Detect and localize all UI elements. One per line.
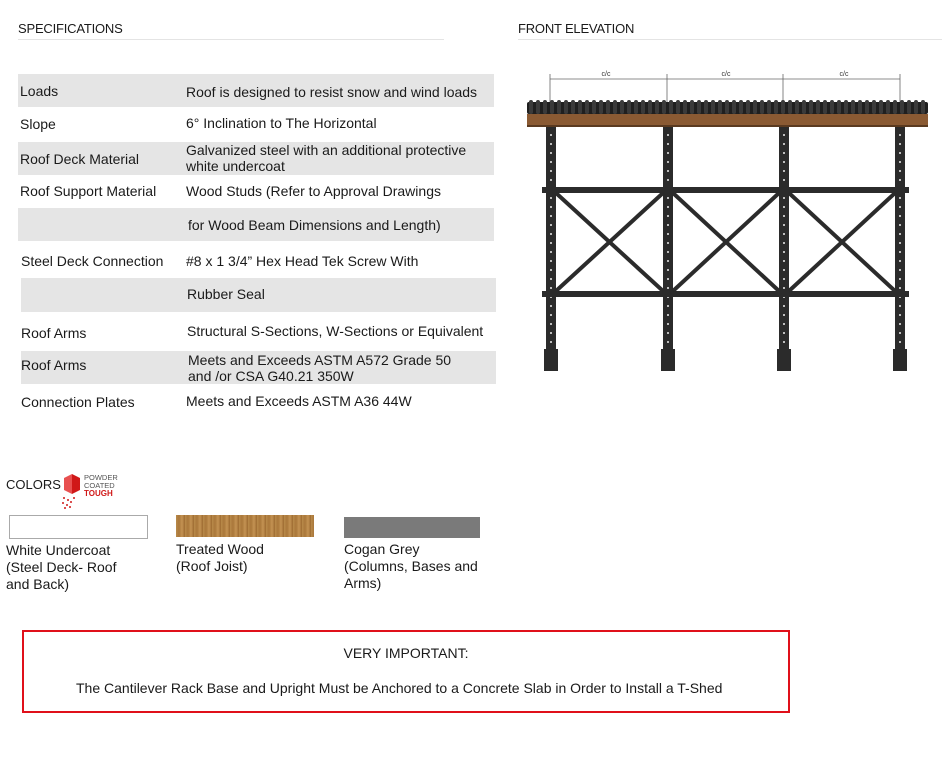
spec-row-steel-deck-connection [18,241,494,278]
deck-rib [550,100,554,114]
deck-rib [641,100,645,114]
column-hole [550,323,552,325]
deck-rib [823,100,827,114]
deck-rib [620,100,624,114]
spec-value: Galvanized steel with an additional protective white undercoat [186,142,467,174]
roof-corrugations [529,100,925,114]
swatch-white-undercoat [9,515,148,539]
deck-rib [613,100,617,114]
deck-rib [767,100,771,114]
deck-rib [529,100,533,114]
deck-rib [774,100,778,114]
column-hole [783,251,785,253]
column-hole [667,242,669,244]
columns [546,127,905,349]
deck-rib [739,100,743,114]
specifications-heading: SPECIFICATIONS [18,21,123,36]
spec-row-roof-support-material [18,175,494,208]
dimension-label: c/c [721,71,731,78]
notice-message: The Cantilever Rack Base and Upright Must be Anchored to a Concrete Slab in Order to Install a T-Shed [76,680,723,696]
column-hole [550,242,552,244]
column-hole [783,305,785,307]
spec-row-roof-support-material-cont [18,208,494,241]
dimension-label: c/c [839,71,849,78]
spec-value: Structural S-Sections, W-Sections or Equivalent [187,323,484,339]
spec-row-steel-deck-connection-cont [21,278,496,312]
powder-coated-logo [60,472,130,512]
deck-rib [802,100,806,114]
deck-rib [669,100,673,114]
column-hole [550,341,552,343]
deck-rib [788,100,792,114]
spec-label: Steel Deck Connection [21,253,164,269]
column-hole [667,269,669,271]
column-hole [783,323,785,325]
deck-rib [795,100,799,114]
column-hole [667,224,669,226]
column-hole [783,215,785,217]
column-hole [667,134,669,136]
column-hole [899,152,901,154]
column-hole [550,197,552,199]
colors-heading: COLORS [6,477,61,492]
swatch-caption-grey: Cogan Grey (Columns, Bases and Arms) [344,541,478,591]
deck-rib [830,100,834,114]
cross-bracing [556,193,895,291]
deck-rib [753,100,757,114]
deck-rib [816,100,820,114]
column-hole [783,161,785,163]
column-hole [783,206,785,208]
column-hole [667,305,669,307]
spec-value: #8 x 1 3/4” Hex Head Tek Screw With [186,253,419,269]
column-hole [899,260,901,262]
deck-rib [571,100,575,114]
column-hole [667,332,669,334]
column-hole [550,152,552,154]
spec-row-slope [18,107,494,142]
column-hole [899,287,901,289]
spec-label: Slope [20,116,56,132]
column-hole [667,251,669,253]
column-hole [783,134,785,136]
column-hole [667,197,669,199]
spec-label: Roof Deck Material [20,151,140,167]
notice-title: VERY IMPORTANT: [343,645,469,661]
spec-value: 6° Inclination to The Horizontal [186,115,377,131]
spec-row-connection-plates [21,384,496,418]
column-hole [550,305,552,307]
front-elevation-heading: FRONT ELEVATION [518,21,635,36]
column-hole [899,206,901,208]
column-hole [783,224,785,226]
column-hole [899,251,901,253]
column-hole [783,260,785,262]
spec-label: Loads [20,83,59,99]
column-hole [783,233,785,235]
column-hole [667,278,669,280]
column-hole [899,179,901,181]
column-hole [783,179,785,181]
column-hole [899,242,901,244]
column-hole [899,224,901,226]
column-hole [667,206,669,208]
deck-rib [690,100,694,114]
column-hole [783,287,785,289]
column-hole [667,215,669,217]
column-hole [550,161,552,163]
spec-label: Roof Arms [21,325,87,341]
column-hole [550,269,552,271]
column-hole [899,170,901,172]
deck-rib [585,100,589,114]
deck-rib [858,100,862,114]
deck-rib [837,100,841,114]
deck-rib [879,100,883,114]
deck-rib [676,100,680,114]
spec-label: Roof Arms [21,357,87,373]
column-hole [550,224,552,226]
column-hole [783,341,785,343]
column-hole [783,152,785,154]
dimension-label: c/c [601,71,611,78]
deck-rib [648,100,652,114]
spec-label: Connection Plates [21,394,135,410]
column-hole [667,170,669,172]
column-hole [550,215,552,217]
column-hole [899,341,901,343]
deck-rib [599,100,603,114]
column-hole [783,314,785,316]
column-hole [550,251,552,253]
column-hole [899,323,901,325]
important-notice [22,630,790,713]
deck-rib [683,100,687,114]
spec-value: for Wood Beam Dimensions and Length) [188,217,441,233]
deck-rib [634,100,638,114]
column-hole [783,170,785,172]
swatch-caption-white: White Undercoat (Steel Deck- Roof and Back) [6,542,117,592]
column-hole [667,323,669,325]
front-elevation-drawing [520,64,940,376]
column-hole [667,260,669,262]
column-hole [667,341,669,343]
column-hole [667,179,669,181]
deck-rib [844,100,848,114]
deck-rib [564,100,568,114]
column-hole [667,233,669,235]
column-hole [783,332,785,334]
deck-rib [704,100,708,114]
deck-rib [725,100,729,114]
deck-rib [711,100,715,114]
deck-rib [760,100,764,114]
deck-rib [921,100,925,114]
column-hole [899,215,901,217]
deck-rib [907,100,911,114]
column-hole [550,179,552,181]
column-hole [550,314,552,316]
column-hole [783,278,785,280]
column-hole [783,242,785,244]
column-hole [899,134,901,136]
deck-rib [543,100,547,114]
deck-rib [662,100,666,114]
column-hole [899,197,901,199]
column-hole [899,305,901,307]
deck-rib [718,100,722,114]
deck-rib [746,100,750,114]
spec-value: Rubber Seal [187,286,265,302]
deck-rib [732,100,736,114]
column-hole [550,170,552,172]
deck-rib [655,100,659,114]
spec-value: Meets and Exceeds ASTM A36 44W [186,393,412,409]
deck-rib [557,100,561,114]
logo-text: POWDER COATED TOUGH [84,473,118,498]
deck-rib [851,100,855,114]
spec-value: Roof is designed to resist snow and wind loads [186,84,478,100]
column-hole [550,287,552,289]
column-hole [667,143,669,145]
column-hole [667,161,669,163]
deck-rib [536,100,540,114]
column-hole [783,269,785,271]
column-hole [899,314,901,316]
column-hole [667,287,669,289]
front-elevation-divider [518,39,942,40]
deck-rib [872,100,876,114]
column-hole [899,143,901,145]
column-hole [783,143,785,145]
column-hole [667,314,669,316]
spec-value: Meets and Exceeds ASTM A572 Grade 50 and /or CSA G40.21 350W [188,352,452,384]
dimension-line [550,74,900,104]
deck-rib [697,100,701,114]
column-hole [550,278,552,280]
deck-rib [809,100,813,114]
column-hole [667,152,669,154]
column-hole [550,143,552,145]
column-hole [550,260,552,262]
spec-value: Wood Studs (Refer to Approval Drawings [186,183,441,199]
column-hole [899,233,901,235]
swatch-treated-wood [176,515,314,537]
deck-rib [606,100,610,114]
deck-rib [914,100,918,114]
deck-rib [886,100,890,114]
column-hole [783,197,785,199]
column-hole [550,206,552,208]
spec-row-roof-arms [21,312,496,351]
column-hole [550,134,552,136]
spec-row-loads [18,74,494,107]
column-hole [550,332,552,334]
specifications-divider [18,39,444,40]
column-hole [899,161,901,163]
column-hole [899,332,901,334]
deck-rib [592,100,596,114]
spec-label: Roof Support Material [20,183,157,199]
deck-rib [781,100,785,114]
spec-row-roof-deck-material [18,142,494,175]
deck-rib [578,100,582,114]
spec-row-roof-arms-grade [21,351,496,384]
column-hole [550,233,552,235]
swatch-cogan-grey [344,517,480,538]
deck-rib [900,100,904,114]
swatch-caption-wood: Treated Wood (Roof Joist) [176,541,264,574]
deck-rib [865,100,869,114]
deck-rib [627,100,631,114]
column-hole [899,269,901,271]
column-bases [544,349,907,371]
deck-rib [893,100,897,114]
column-hole [899,278,901,280]
